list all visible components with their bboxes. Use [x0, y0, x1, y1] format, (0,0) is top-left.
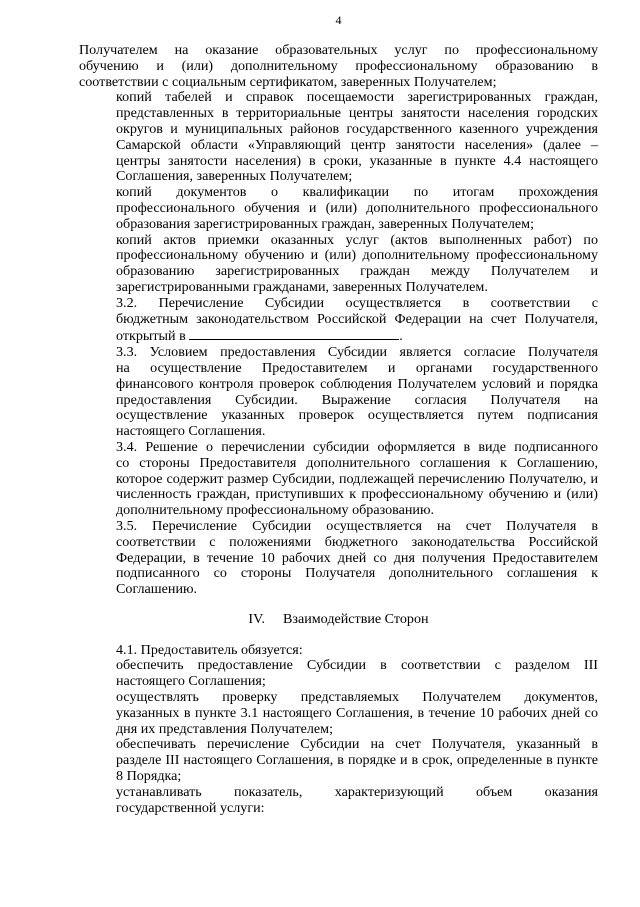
account-blank-field	[189, 327, 399, 340]
text-line: разделе III настоящего Соглашения, в порядке и в срок, определенные в пункте	[116, 752, 598, 769]
text-line: дополнительному профессиональному образованию.	[116, 502, 435, 519]
text-line: профессионального обучения и (или) дополнительного профессионального	[116, 199, 598, 216]
text-line: 3.4. Решение о перечислении субсидии оформляется в виде подписанного	[116, 438, 598, 455]
text-line: 4.1. Предоставитель обязуется:	[116, 641, 303, 658]
text-line: центры занятости населения) в сроки, указанные в пункте 4.4 настоящего	[116, 152, 598, 169]
text-line: соответствии с положениями бюджетного законодательства Российской	[116, 533, 598, 550]
section-title: Взаимодействие Сторон	[283, 610, 429, 627]
paragraph	[79, 43, 598, 90]
text-line: на осуществление Предоставителем и органами государственного	[116, 359, 598, 376]
text-line: 3.5. Перечисление Субсидии осуществляется на счет Получателя в	[116, 517, 598, 534]
text-line: 8 Порядка;	[116, 768, 182, 785]
text-line: финансового контроля проверок соблюдения Получателем условий и порядка	[116, 375, 598, 392]
text-line: настоящего Соглашения;	[116, 673, 266, 690]
account-suffix: .	[399, 328, 403, 345]
paragraph	[79, 345, 598, 440]
text-line: соответствии с социальным сертификатом, заверенных Получателем;	[79, 73, 497, 90]
text-line: копий документов о квалификации по итогам прохождения	[116, 184, 598, 201]
text-line: 3.3. Условием предоставления Субсидии является согласие Получателя	[116, 344, 598, 361]
paragraph	[79, 690, 598, 737]
text-line: обучению и (или) дополнительному профессиональному образованию в	[79, 57, 598, 74]
text-line: копий актов приемки оказанных услуг (актов выполненных работ) по	[116, 231, 598, 248]
text-line: представленных в территориальные центры занятости населения городских	[116, 105, 598, 122]
paragraph	[79, 90, 598, 185]
document-body-part-1	[79, 43, 598, 598]
paragraph	[79, 185, 598, 232]
text-line: Соглашения, заверенных Получателем;	[116, 168, 353, 185]
text-line: обеспечивать перечисление Субсидии на счет Получателя, указанный в	[116, 736, 598, 753]
text-line: предоставления Субсидии. Выражение согласия Получателя на	[116, 391, 598, 408]
document-body-part-2	[79, 643, 598, 817]
paragraph	[79, 440, 598, 519]
text-line: Самарской области «Управляющий центр занятости населения» (далее –	[116, 136, 598, 153]
text-line: бюджетным законодательством Российской Федерации на счет Получателя,	[116, 310, 598, 327]
paragraph	[79, 519, 598, 598]
text-line: дня их представления Получателем;	[116, 720, 333, 737]
paragraph	[79, 296, 598, 345]
text-line: Соглашению.	[116, 581, 198, 598]
text-line: Получателем на оказание образовательных услуг по профессиональному	[79, 42, 598, 58]
text-line: копий табелей и справок посещаемости зарегистрированных граждан,	[116, 89, 598, 106]
text-line: Федерации, в течение 10 рабочих дней со дня получения Предоставителем	[116, 549, 598, 566]
text-line: со стороны Предоставителя дополнительного соглашения к Соглашению,	[116, 454, 598, 471]
paragraph	[79, 737, 598, 784]
text-line: устанавливать показатель, характеризующий объем оказания	[116, 783, 598, 800]
text-line: профессиональному обучению и (или) дополнительному профессиональному	[116, 247, 598, 264]
page-number: 4	[335, 13, 342, 27]
text-line: образованию зарегистрированных граждан между Получателем и	[116, 263, 598, 280]
text-line: настоящего Соглашения.	[116, 423, 266, 440]
paragraph	[79, 658, 598, 690]
section-heading	[79, 612, 598, 628]
text-line: численность граждан, приступивших к профессиональному обучению и (или)	[116, 486, 598, 503]
account-line	[79, 327, 598, 345]
text-line: указанных в пункте 3.1 настоящего Соглашения, в течение 10 рабочих дней со	[116, 704, 598, 721]
text-line: 3.2. Перечисление Субсидии осуществляется в соответствии с	[116, 294, 598, 311]
text-line: государственной услуги:	[116, 799, 265, 816]
paragraph	[79, 643, 598, 659]
paragraph	[79, 785, 598, 817]
account-prefix: открытый в	[116, 328, 186, 345]
text-line: округов и муниципальных районов государственного казенного учреждения	[116, 120, 598, 137]
text-line: образования зарегистрированных граждан, заверенных Получателем;	[116, 215, 534, 232]
text-line: обеспечить предоставление Субсидии в соответствии с разделом III	[116, 657, 598, 674]
text-line: подписанного со стороны Получателя дополнительного соглашения к	[116, 565, 598, 582]
text-line: осуществление указанных проверок осуществляется путем подписания	[116, 407, 598, 424]
text-line: которое содержит размер Субсидии, подлежащей перечислению Получателю, и	[116, 470, 598, 487]
text-line: осуществлять проверку представляемых Получателем документов,	[116, 689, 598, 706]
paragraph	[79, 233, 598, 296]
text-line: зарегистрированными гражданами, заверенных Получателем.	[116, 278, 488, 295]
section-number: IV.	[248, 610, 265, 627]
